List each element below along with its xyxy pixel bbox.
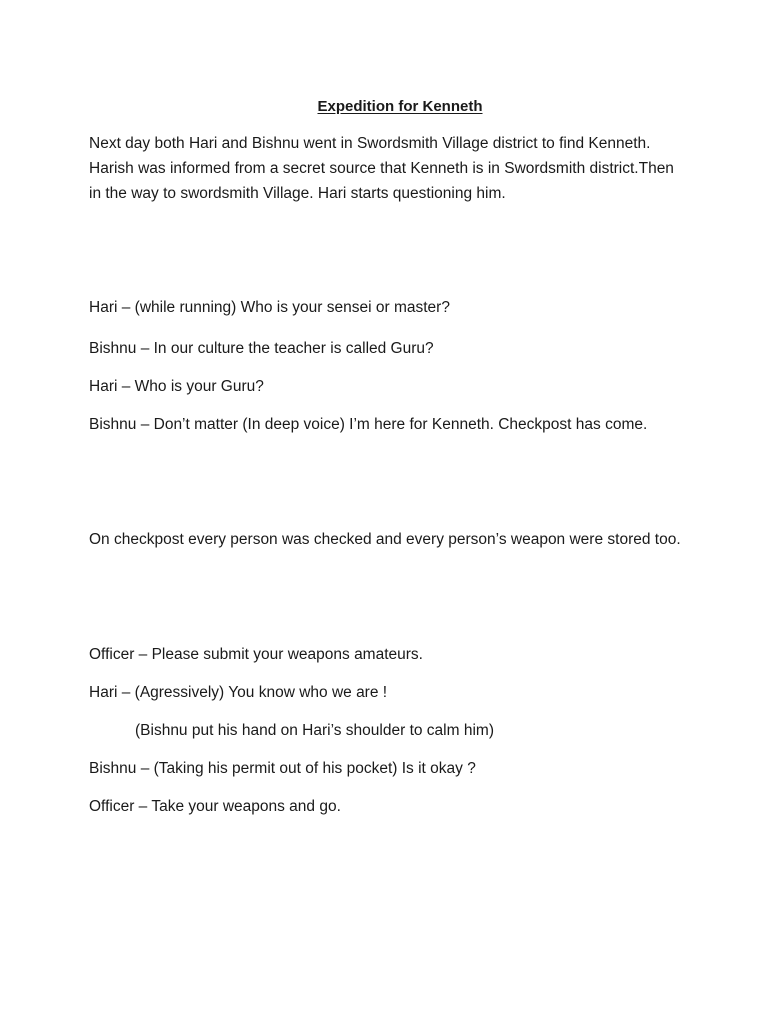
dialogue-line-officer-2: Officer – Take your weapons and go. [89, 798, 341, 815]
document-title: Expedition for Kenneth [317, 98, 483, 115]
intro-line-1: Next day both Hari and Bishnu went in Swordsmith Village district to find Kenneth. [89, 135, 651, 152]
dialogue-line-officer-1: Officer – Please submit your weapons amateurs. [89, 646, 423, 663]
dialogue-line-bishnu-1: Bishnu – In our culture the teacher is called Guru? [89, 340, 434, 357]
dialogue-line-hari-2: Hari – Who is your Guru? [89, 378, 264, 395]
intro-line-3: in the way to swordsmith Village. Hari starts questioning him. [89, 185, 506, 202]
narration-checkpost: On checkpost every person was checked and every person’s weapon were stored too. [89, 531, 681, 548]
dialogue-line-hari-1: Hari – (while running) Who is your sensei or master? [89, 299, 450, 316]
intro-line-2: Harish was informed from a secret source that Kenneth is in Swordsmith district.Then [89, 160, 674, 177]
dialogue-line-hari-3: Hari – (Agressively) You know who we are ! [89, 684, 388, 701]
dialogue-line-bishnu-3: Bishnu – (Taking his permit out of his pocket) Is it okay ? [89, 760, 476, 777]
dialogue-line-bishnu-2: Bishnu – Don’t matter (In deep voice) I’m here for Kenneth. Checkpost has come. [89, 416, 648, 433]
stage-direction: (Bishnu put his hand on Hari’s shoulder to calm him) [135, 722, 494, 739]
